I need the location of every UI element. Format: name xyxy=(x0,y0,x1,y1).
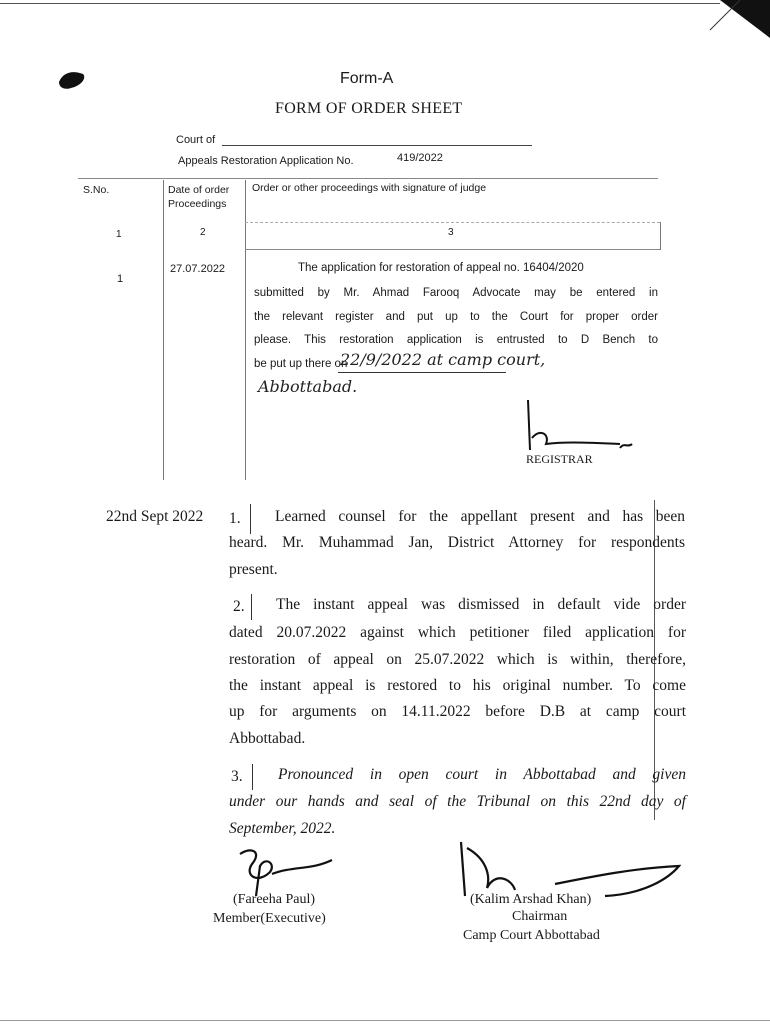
column-number-rule xyxy=(245,249,660,250)
entry1-line: the relevant register and put up to the Court for proper order xyxy=(254,311,658,323)
paragraph-3-number: 3. xyxy=(231,768,243,785)
paragraph-1-line: heard. Mr. Muhammad Jan, District Attorney for respondents xyxy=(229,534,685,551)
entry1-line: The application for restoration of appeal no. 16404/2020 xyxy=(298,262,584,274)
paragraph-3-line: September, 2022. xyxy=(229,820,336,837)
paragraph-1-number: 1. xyxy=(229,510,241,527)
column-divider-1 xyxy=(163,180,164,480)
column-number-2: 2 xyxy=(200,227,206,238)
column-divider-2 xyxy=(245,180,246,480)
entry1-line: please. This restoration application is entrusted to D Bench to xyxy=(254,334,658,346)
form-heading: FORM OF ORDER SHEET xyxy=(275,100,463,117)
appeal-number: 419/2022 xyxy=(397,152,443,164)
court-underline xyxy=(222,145,532,146)
paragraph-1-line: present. xyxy=(229,561,278,578)
chairman-title: Chairman xyxy=(512,909,568,924)
paragraph-3-line: under our hands and seal of the Tribunal on this 22nd day of xyxy=(229,793,686,810)
handwritten-underline xyxy=(338,372,506,373)
sno-header: S.No. xyxy=(83,184,110,196)
column-divider-right xyxy=(660,222,661,250)
ink-blot-mark xyxy=(55,68,89,92)
registrar-label: REGISTRAR xyxy=(526,452,593,466)
handwritten-place: Abbottabad. xyxy=(258,377,358,396)
paragraph-1-line: Learned counsel for the appellant present and has been xyxy=(275,508,685,525)
entry2-date: 22nd Sept 2022 xyxy=(106,508,204,525)
paragraph-divider xyxy=(250,504,251,534)
appeal-label: Appeals Restoration Application No. xyxy=(178,155,354,167)
paragraph-2-line: the instant appeal is restored to his original number. To come xyxy=(229,677,686,694)
chairman-place: Camp Court Abbottabad xyxy=(463,928,600,943)
member-name: (Fareeha Paul) xyxy=(233,892,316,907)
paragraph-2-line: dated 20.07.2022 against which petitioner filed application for xyxy=(229,624,686,641)
member-title: Member(Executive) xyxy=(213,911,326,926)
date-header: Date of order Proceedings xyxy=(168,184,230,210)
folded-corner-mark xyxy=(700,0,770,60)
paragraph-3-line: Pronounced in open court in Abbottabad and given xyxy=(278,766,686,783)
paragraph-2-line: restoration of appeal on 25.07.2022 which is within, therefore, xyxy=(229,651,686,668)
paragraph-divider xyxy=(252,764,253,790)
registrar-signature xyxy=(520,398,650,458)
chairman-name: (Kalim Arshad Khan) xyxy=(470,892,592,907)
entry1-serial: 1 xyxy=(117,273,124,285)
handwritten-date: 22/9/2022 at camp court, xyxy=(340,350,546,369)
entry1-date: 27.07.2022 xyxy=(170,263,226,275)
paragraph-2-number: 2. xyxy=(233,598,245,615)
paragraph-divider xyxy=(251,594,252,620)
entry1-line: be put up there on xyxy=(254,358,348,370)
court-label: Court of xyxy=(176,134,216,146)
paragraph-2-line: The instant appeal was dismissed in default vide order xyxy=(276,596,686,613)
form-label: Form-A xyxy=(340,70,394,87)
entry1-line: submitted by Mr. Ahmad Farooq Advocate may be entered in xyxy=(254,287,658,299)
paragraph-2-line: Abbottabad. xyxy=(229,730,306,747)
header-divider xyxy=(245,222,660,223)
column-number-1: 1 xyxy=(116,229,122,240)
scan-bottom-line xyxy=(0,1020,770,1021)
column-number-3: 3 xyxy=(448,227,454,238)
paragraph-2-line: up for arguments on 14.11.2022 before D.B at camp court xyxy=(229,703,686,720)
scan-top-border xyxy=(0,3,720,4)
order-header: Order or other proceedings with signature of judge xyxy=(252,182,487,194)
table-top-rule xyxy=(78,178,658,179)
